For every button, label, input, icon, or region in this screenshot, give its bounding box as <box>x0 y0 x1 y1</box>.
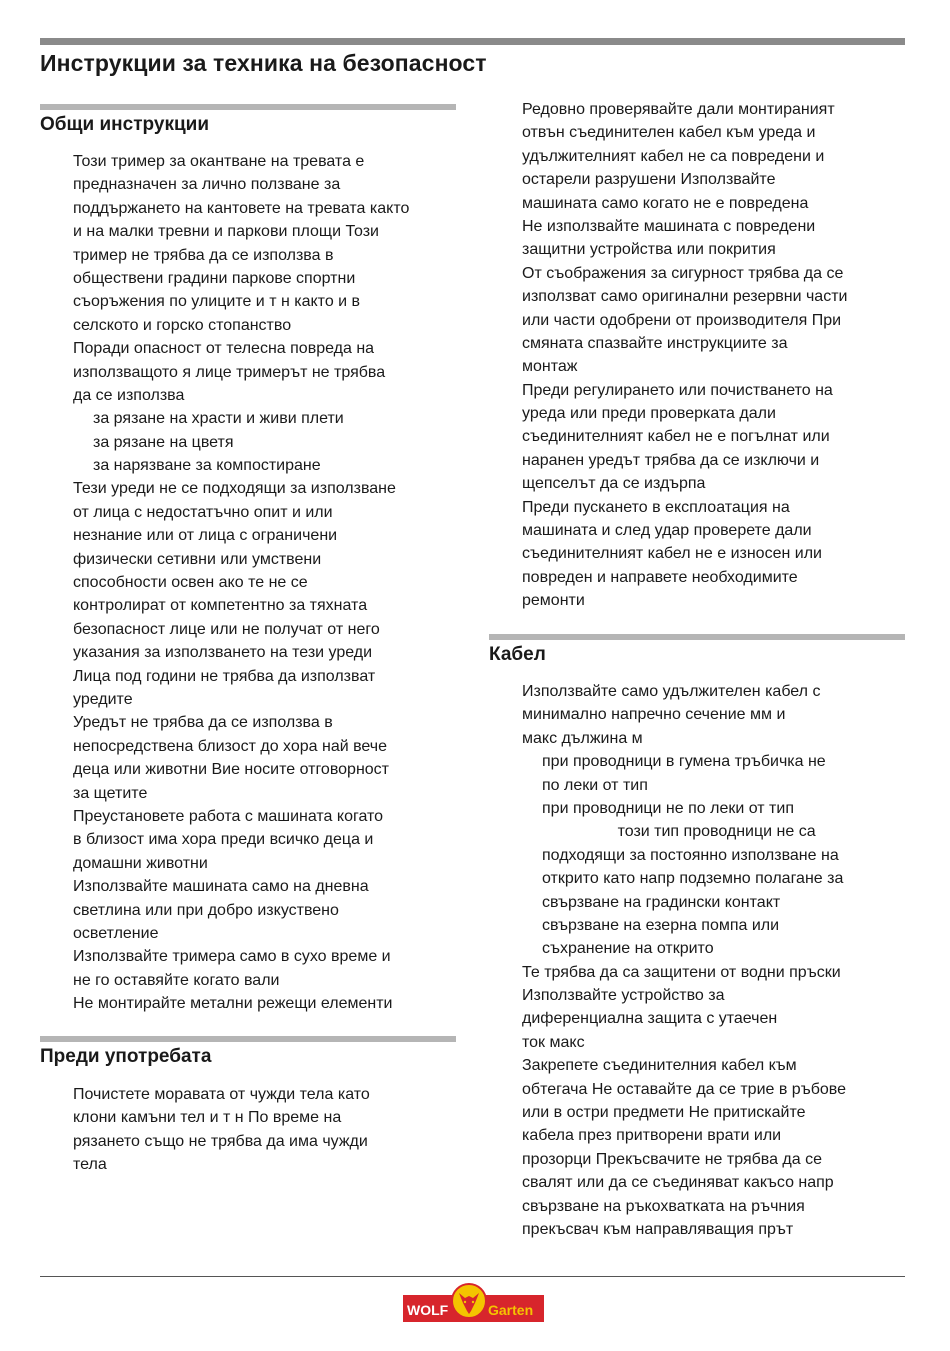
page-title: Инструкции за техника на безопасност <box>40 50 487 76</box>
text-line: Използвайте само удължителен кабел с <box>522 683 821 700</box>
wolf-eye <box>472 1301 474 1303</box>
text-line: в близост има хора преди всичко деца и <box>73 831 374 849</box>
section-rule <box>40 104 456 110</box>
text-line: Закрепете съединителния кабел към <box>522 1057 797 1075</box>
text-line: от лица с недостатъчно опит и или <box>73 503 333 521</box>
text-line: Тези уреди не се подходящи за използване <box>73 480 396 498</box>
text-line: клони камъни тел и т н По време на <box>73 1109 342 1127</box>
text-line: непосредствена близост до хора най вече <box>73 737 388 755</box>
text-line: съоръжения по улиците и т н както и в <box>73 293 361 311</box>
text-line: ток макс <box>522 1033 585 1051</box>
text-line: Не монтирайте метални режещи елементи <box>73 995 393 1013</box>
text-line: свалят или да се съединяват какъсо напр <box>522 1174 834 1192</box>
text-line: Използвайте тримера само в сухо време и <box>73 948 391 966</box>
cable-text <box>522 680 846 1241</box>
text-line: Преустановете работа с машината когато <box>73 807 384 825</box>
list-item: открито като напр подземно полагане за <box>542 870 844 888</box>
text-line: Използвайте машината само на дневна <box>73 878 369 896</box>
text-line: От съображения за сигурност трябва да се <box>522 264 844 282</box>
text-line: повреден и направете необходимите <box>522 568 798 586</box>
text-line: съединителният кабел не е погълнат или <box>522 428 830 446</box>
text-line: рязането също не трябва да има чужди <box>73 1132 368 1150</box>
text-line: ремонти <box>522 592 585 610</box>
text-line: уреда или преди проверката дали <box>522 405 776 423</box>
list-item: за рязане на цветя <box>93 433 234 451</box>
text-line: предназначен за лично ползване за <box>73 176 341 194</box>
section-title-cable: Кабел <box>489 644 546 665</box>
text-line: осветление <box>73 924 159 942</box>
list-item: този тип проводници не са <box>542 823 816 841</box>
logo-text-wolf: WOLF <box>407 1302 449 1318</box>
text-line: машината и след удар проверете дали <box>522 522 812 540</box>
right-top-text <box>522 98 847 613</box>
text-line: остарели разрушени Използвайте <box>522 171 776 189</box>
text-line: използват само оригинални резервни части <box>522 288 848 306</box>
text-line: Те трябва да са защитени от водни пръски <box>522 963 841 981</box>
logo-text-garten: Garten <box>488 1302 534 1318</box>
text-line: съединителният кабел не е износен или <box>522 545 822 563</box>
text-line: машината само когато не е повредена <box>522 194 809 212</box>
text-line: за щетите <box>73 784 148 802</box>
list-item: съхранение на открито <box>542 940 714 958</box>
text-line: домашни животни <box>73 854 208 872</box>
text-line: Използвайте устройство за <box>522 987 725 1005</box>
text-line: Не използвайте машината с повредени <box>522 217 816 235</box>
text-line: или в остри предмети Не притискайте <box>522 1104 806 1122</box>
text-line: селското и горско стопанство <box>73 316 292 334</box>
text-line: прозорци Прекъсвачите не трябва да се <box>522 1150 823 1168</box>
list-item: свързване на градински контакт <box>542 893 781 911</box>
list-item: свързване на езерна помпа или <box>542 916 780 934</box>
text-line: безопасност лице или не получат от него <box>73 620 380 638</box>
list-item: при проводници в гумена тръбичка не <box>542 753 826 771</box>
text-line: светлина или при добро изкуствено <box>73 901 339 919</box>
text-line: уредите <box>73 690 133 708</box>
general-text <box>73 150 409 1015</box>
list-item: за нарязване за компостиране <box>93 457 321 475</box>
section-title-before-use: Преди употребата <box>40 1046 212 1067</box>
list-item: за рязане на храсти и живи плети <box>93 410 344 428</box>
text-line: и на малки тревни и паркови площи Този <box>73 223 379 241</box>
text-line: или части одобрени от производителя При <box>522 311 842 329</box>
top-rule <box>40 38 905 45</box>
text-line: Преди регулирането или почистването на <box>522 381 833 399</box>
text-line: смяната спазвайте инструкциите за <box>522 334 788 352</box>
text-line: тела <box>73 1156 107 1174</box>
text-line: кабела през притворени врати или <box>522 1127 782 1145</box>
text-line: Преди пускането в експлоатация на <box>522 498 790 516</box>
text-line: наранен уредът трябва да се изключи и <box>522 451 820 469</box>
text-line: способности освен ако те не се <box>73 574 308 592</box>
text-line: защитни устройства или покрития <box>522 241 776 259</box>
text-line: Редовно проверявайте дали монтираният <box>522 101 835 118</box>
section-rule <box>489 634 905 640</box>
text-line: Лица под години не трябва да използват <box>73 667 376 685</box>
section-title-general: Общи инструкции <box>40 114 210 135</box>
wolf-garten-logo <box>403 1283 544 1323</box>
text-line: щепселът да се издърпа <box>522 475 706 493</box>
bottom-rule <box>40 1276 905 1277</box>
text-line: тример не трябва да се използва в <box>73 246 334 264</box>
text-line: обтегача Не оставайте да се трие в ръбове <box>522 1080 846 1098</box>
text-line: незнание или от лица с ограничени <box>73 527 338 545</box>
text-line: свързване на ръкохватката на ръчния <box>522 1197 805 1215</box>
text-line: обществени градини паркове спортни <box>73 269 356 287</box>
wolf-eye <box>464 1301 466 1303</box>
text-line: отвън съединителен кабел към уреда и <box>522 124 816 142</box>
text-line: Този тример за окантване на тревата е <box>73 153 365 170</box>
text-line: макс дължина м <box>522 729 643 747</box>
text-line: указания за използването на тези уреди <box>73 644 373 662</box>
text-line: да се използва <box>73 386 185 404</box>
text-line: монтаж <box>522 358 578 376</box>
list-item: по леки от тип <box>542 776 648 794</box>
text-line: Почистете моравата от чужди тела като <box>73 1086 370 1103</box>
section-rule <box>40 1036 456 1042</box>
text-line: физически сетивни или умствени <box>73 550 322 568</box>
before-use-text <box>73 1083 370 1177</box>
list-item: при проводници не по леки от тип <box>542 799 794 817</box>
text-line: контролират от компетентно за тяхната <box>73 597 368 615</box>
text-line: диференциална защита с утаечен <box>522 1010 778 1028</box>
text-line: деца или животни Вие носите отговорност <box>73 761 390 779</box>
text-line: удължителният кабел не са повредени и <box>522 147 825 165</box>
text-line: Уредът не трябва да се използва в <box>73 714 333 732</box>
text-line: поддържането на кантовете на тревата както <box>73 199 410 217</box>
text-line: прекъсвач към направляващия прът <box>522 1220 794 1238</box>
list-item: подходящи за постоянно използване на <box>542 846 839 864</box>
text-line: използващото я лице тримерът не трябва <box>73 363 386 381</box>
text-line: не го оставяйте когато вали <box>73 971 280 989</box>
text-line: минимално напречно сечение мм и <box>522 706 786 724</box>
text-line: Поради опасност от телесна повреда на <box>73 340 375 358</box>
